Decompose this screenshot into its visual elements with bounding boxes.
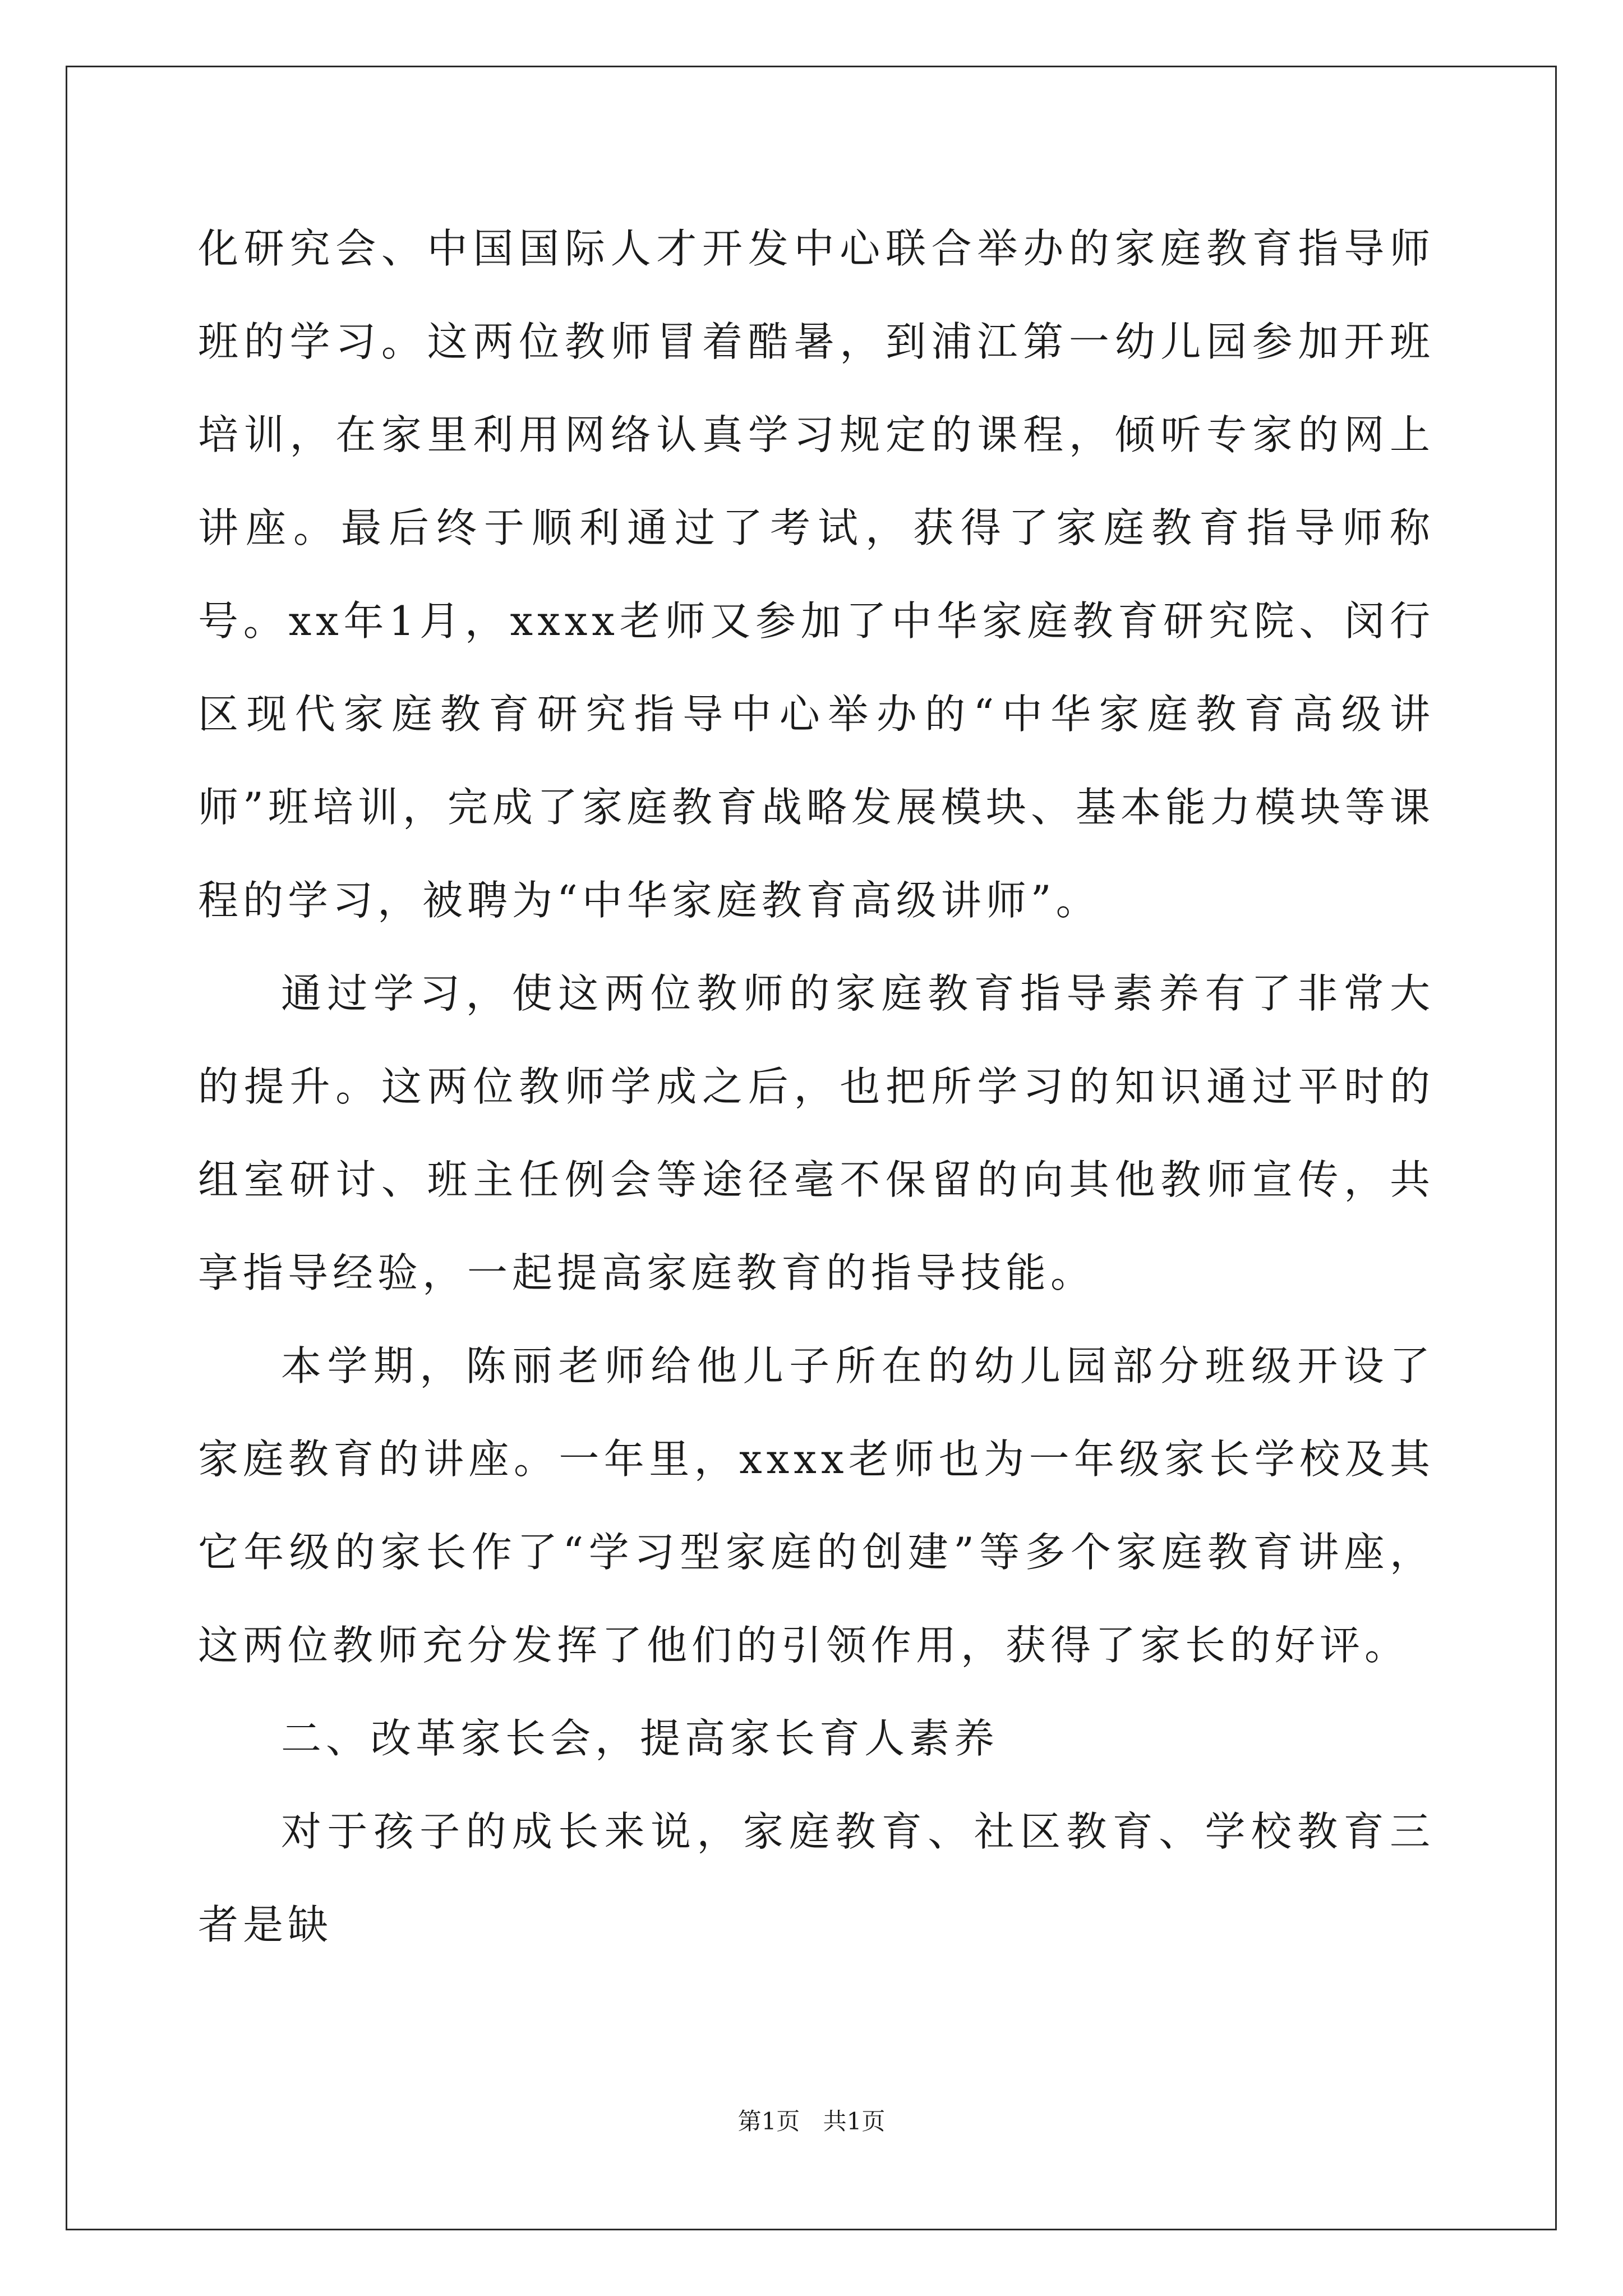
document-body bbox=[198, 202, 1435, 1971]
page-number-current: 第1页 bbox=[737, 2108, 800, 2135]
section-heading: 二、改革家长会，提高家长育人素养 bbox=[281, 1715, 999, 1762]
paragraph-4: 对于孩子的成长来说，家庭教育、社区教育、学校教育三者是缺 bbox=[198, 1808, 1435, 1948]
paragraph-1: 化研究会、中国国际人才开发中心联合举办的家庭教育指导师班的学习。这两位教师冒着酷暑，到浦江第一幼儿园参加开班培训，在家里利用网络认真学习规定的课程，倾听专家的网上讲座。最后终于顺利通过了考试，获得了家庭教育指导师称号。xx年1月，xxxx老师又参加了中华家庭教育研究院、闵行区现代家庭教育研究指导中心举办的“中华家庭教育高级讲师”班培训，完成了家庭教育战略发展模块、基本能力模块等课程的学习，被聘为“中华家庭教育高级讲师”。 bbox=[198, 225, 1435, 924]
page-footer bbox=[0, 2105, 1623, 2138]
paragraph-3: 本学期，陈丽老师给他儿子所在的幼儿园部分班级开设了家庭教育的讲座。一年里，xxxx老师也为一年级家长学校及其它年级的家长作了“学习型家庭的创建”等多个家庭教育讲座，这两位教师充分发挥了他们的引领作用，获得了家长的好评。 bbox=[198, 1342, 1435, 1669]
paragraph-2: 通过学习，使这两位教师的家庭教育指导素养有了非常大的提升。这两位教师学成之后，也把所学习的知识通过平时的组室研讨、班主任例会等途径毫不保留的向其他教师宣传，共享指导经验，一起提高家庭教育的指导技能。 bbox=[198, 970, 1435, 1296]
page-number-total: 共1页 bbox=[823, 2108, 886, 2135]
